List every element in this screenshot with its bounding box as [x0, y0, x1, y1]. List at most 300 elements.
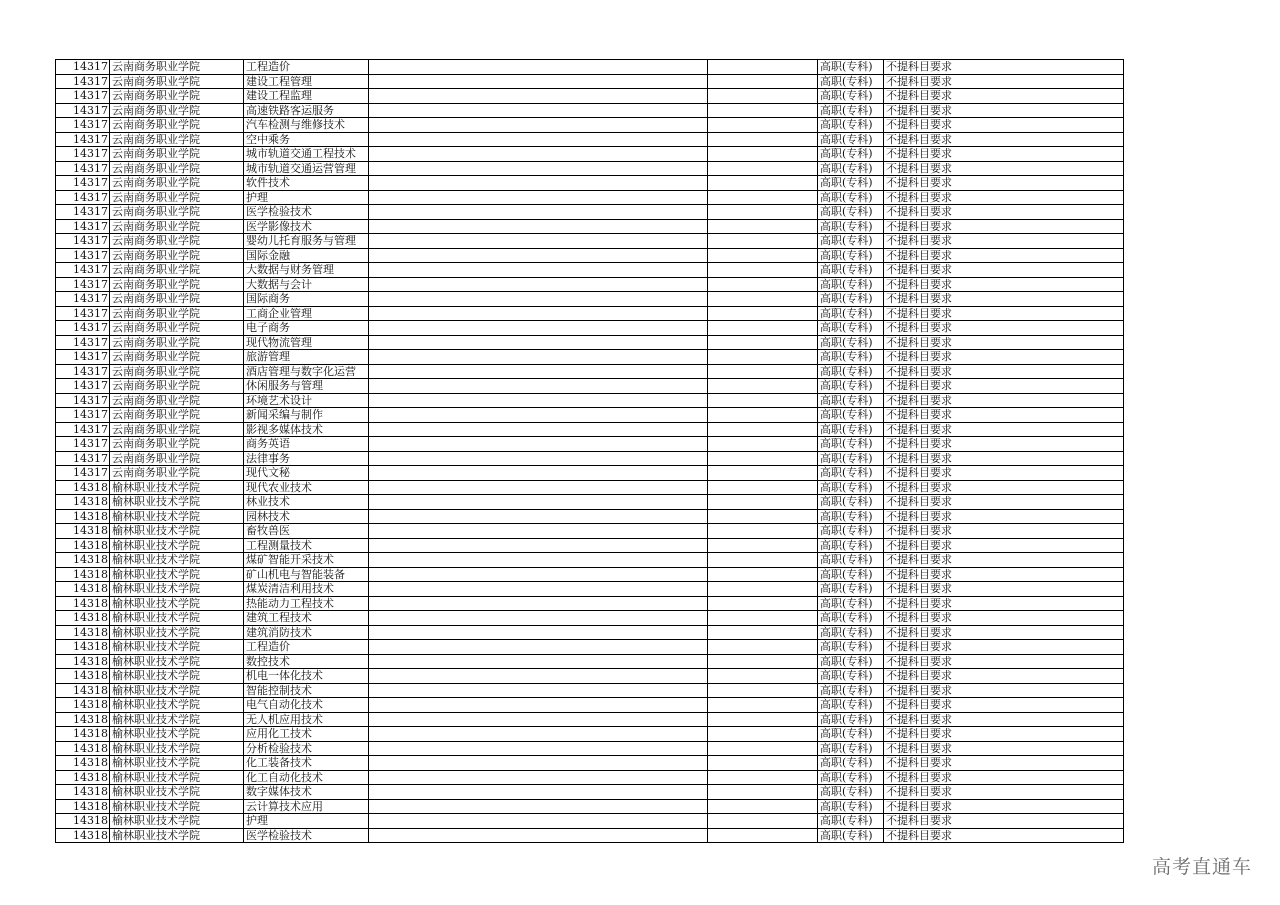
extra-cell [708, 422, 818, 437]
level-cell: 高职(专科) [818, 277, 884, 292]
extra-cell [708, 234, 818, 249]
table-row [56, 60, 1124, 75]
school-code-cell: 14317 [56, 190, 110, 205]
major-name-cell: 应用化工技术 [244, 727, 369, 742]
table-row [56, 277, 1124, 292]
notes-cell [369, 292, 708, 307]
school-name-cell: 榆林职业技术学院 [110, 480, 244, 495]
subject-requirement-cell: 不提科目要求 [884, 683, 1124, 698]
school-name-cell: 榆林职业技术学院 [110, 654, 244, 669]
table-row [56, 538, 1124, 553]
subject-requirement-cell: 不提科目要求 [884, 480, 1124, 495]
school-code-cell: 14318 [56, 480, 110, 495]
school-name-cell: 云南商务职业学院 [110, 321, 244, 336]
school-name-cell: 云南商务职业学院 [110, 176, 244, 191]
school-code-cell: 14318 [56, 756, 110, 771]
school-code-cell: 14318 [56, 611, 110, 626]
level-cell: 高职(专科) [818, 118, 884, 133]
extra-cell [708, 698, 818, 713]
notes-cell [369, 118, 708, 133]
subject-requirement-cell: 不提科目要求 [884, 538, 1124, 553]
subject-requirement-cell: 不提科目要求 [884, 553, 1124, 568]
table-row [56, 234, 1124, 249]
table-row [56, 712, 1124, 727]
notes-cell [369, 190, 708, 205]
level-cell: 高职(专科) [818, 393, 884, 408]
school-name-cell: 榆林职业技术学院 [110, 567, 244, 582]
school-name-cell: 榆林职业技术学院 [110, 785, 244, 800]
watermark-text: 高考直通车 [1151, 856, 1252, 878]
major-name-cell: 汽车检测与维修技术 [244, 118, 369, 133]
level-cell: 高职(专科) [818, 828, 884, 843]
school-name-cell: 云南商务职业学院 [110, 147, 244, 162]
table-row [56, 756, 1124, 771]
notes-cell [369, 147, 708, 162]
school-name-cell: 榆林职业技术学院 [110, 611, 244, 626]
school-code-cell: 14318 [56, 582, 110, 597]
school-code-cell: 14318 [56, 727, 110, 742]
table-row [56, 422, 1124, 437]
major-name-cell: 国际金融 [244, 248, 369, 263]
table-row [56, 292, 1124, 307]
level-cell: 高职(专科) [818, 422, 884, 437]
level-cell: 高职(专科) [818, 625, 884, 640]
major-name-cell: 云计算技术应用 [244, 799, 369, 814]
level-cell: 高职(专科) [818, 350, 884, 365]
level-cell: 高职(专科) [818, 205, 884, 220]
subject-requirement-cell: 不提科目要求 [884, 437, 1124, 452]
table-row [56, 161, 1124, 176]
school-code-cell: 14317 [56, 408, 110, 423]
school-code-cell: 14318 [56, 625, 110, 640]
extra-cell [708, 654, 818, 669]
notes-cell [369, 248, 708, 263]
subject-requirement-cell: 不提科目要求 [884, 132, 1124, 147]
school-code-cell: 14317 [56, 306, 110, 321]
school-name-cell: 榆林职业技术学院 [110, 553, 244, 568]
extra-cell [708, 408, 818, 423]
extra-cell [708, 451, 818, 466]
level-cell: 高职(专科) [818, 582, 884, 597]
table-row [56, 176, 1124, 191]
school-name-cell: 榆林职业技术学院 [110, 683, 244, 698]
extra-cell [708, 611, 818, 626]
school-name-cell: 榆林职业技术学院 [110, 509, 244, 524]
notes-cell [369, 422, 708, 437]
subject-requirement-cell: 不提科目要求 [884, 89, 1124, 104]
school-code-cell: 14317 [56, 422, 110, 437]
major-name-cell: 酒店管理与数字化运营 [244, 364, 369, 379]
school-code-cell: 14317 [56, 277, 110, 292]
subject-requirement-cell: 不提科目要求 [884, 654, 1124, 669]
major-name-cell: 城市轨道交通工程技术 [244, 147, 369, 162]
level-cell: 高职(专科) [818, 292, 884, 307]
table-row [56, 625, 1124, 640]
extra-cell [708, 132, 818, 147]
school-code-cell: 14318 [56, 669, 110, 684]
table-row [56, 103, 1124, 118]
notes-cell [369, 727, 708, 742]
extra-cell [708, 364, 818, 379]
notes-cell [369, 553, 708, 568]
extra-cell [708, 292, 818, 307]
school-code-cell: 14318 [56, 654, 110, 669]
notes-cell [369, 567, 708, 582]
extra-cell [708, 147, 818, 162]
major-name-cell: 工商企业管理 [244, 306, 369, 321]
level-cell: 高职(专科) [818, 248, 884, 263]
notes-cell [369, 89, 708, 104]
major-name-cell: 煤炭清洁利用技术 [244, 582, 369, 597]
table-row [56, 219, 1124, 234]
school-code-cell: 14317 [56, 437, 110, 452]
extra-cell [708, 89, 818, 104]
school-code-cell: 14318 [56, 524, 110, 539]
table-row [56, 248, 1124, 263]
extra-cell [708, 756, 818, 771]
notes-cell [369, 350, 708, 365]
level-cell: 高职(专科) [818, 103, 884, 118]
school-code-cell: 14317 [56, 205, 110, 220]
school-code-cell: 14317 [56, 335, 110, 350]
school-name-cell: 榆林职业技术学院 [110, 538, 244, 553]
subject-requirement-cell: 不提科目要求 [884, 770, 1124, 785]
subject-requirement-cell: 不提科目要求 [884, 741, 1124, 756]
notes-cell [369, 132, 708, 147]
subject-requirement-cell: 不提科目要求 [884, 408, 1124, 423]
level-cell: 高职(专科) [818, 176, 884, 191]
table-row [56, 785, 1124, 800]
level-cell: 高职(专科) [818, 611, 884, 626]
school-code-cell: 14318 [56, 741, 110, 756]
notes-cell [369, 741, 708, 756]
extra-cell [708, 640, 818, 655]
extra-cell [708, 567, 818, 582]
subject-requirement-cell: 不提科目要求 [884, 611, 1124, 626]
major-name-cell: 高速铁路客运服务 [244, 103, 369, 118]
school-name-cell: 榆林职业技术学院 [110, 828, 244, 843]
school-name-cell: 榆林职业技术学院 [110, 524, 244, 539]
subject-requirement-cell: 不提科目要求 [884, 756, 1124, 771]
major-name-cell: 现代农业技术 [244, 480, 369, 495]
school-code-cell: 14317 [56, 321, 110, 336]
extra-cell [708, 799, 818, 814]
extra-cell [708, 785, 818, 800]
school-name-cell: 云南商务职业学院 [110, 263, 244, 278]
notes-cell [369, 364, 708, 379]
subject-requirement-cell: 不提科目要求 [884, 74, 1124, 89]
subject-requirement-cell: 不提科目要求 [884, 495, 1124, 510]
level-cell: 高职(专科) [818, 698, 884, 713]
table-row [56, 190, 1124, 205]
table-row [56, 669, 1124, 684]
school-code-cell: 14318 [56, 567, 110, 582]
school-code-cell: 14317 [56, 103, 110, 118]
major-name-cell: 医学影像技术 [244, 219, 369, 234]
notes-cell [369, 509, 708, 524]
notes-cell [369, 538, 708, 553]
school-name-cell: 云南商务职业学院 [110, 335, 244, 350]
notes-cell [369, 495, 708, 510]
school-name-cell: 云南商务职业学院 [110, 248, 244, 263]
school-name-cell: 云南商务职业学院 [110, 74, 244, 89]
school-name-cell: 榆林职业技术学院 [110, 582, 244, 597]
notes-cell [369, 408, 708, 423]
notes-cell [369, 654, 708, 669]
level-cell: 高职(专科) [818, 669, 884, 684]
school-code-cell: 14318 [56, 495, 110, 510]
notes-cell [369, 799, 708, 814]
level-cell: 高职(专科) [818, 147, 884, 162]
notes-cell [369, 625, 708, 640]
extra-cell [708, 683, 818, 698]
extra-cell [708, 582, 818, 597]
subject-requirement-cell: 不提科目要求 [884, 799, 1124, 814]
major-name-cell: 园林技术 [244, 509, 369, 524]
table-row [56, 205, 1124, 220]
school-name-cell: 榆林职业技术学院 [110, 756, 244, 771]
notes-cell [369, 60, 708, 75]
major-name-cell: 煤矿智能开采技术 [244, 553, 369, 568]
level-cell: 高职(专科) [818, 785, 884, 800]
school-name-cell: 云南商务职业学院 [110, 451, 244, 466]
extra-cell [708, 480, 818, 495]
extra-cell [708, 814, 818, 829]
extra-cell [708, 727, 818, 742]
extra-cell [708, 596, 818, 611]
notes-cell [369, 335, 708, 350]
school-code-cell: 14318 [56, 683, 110, 698]
school-code-cell: 14318 [56, 799, 110, 814]
school-code-cell: 14318 [56, 828, 110, 843]
school-name-cell: 云南商务职业学院 [110, 132, 244, 147]
school-name-cell: 榆林职业技术学院 [110, 727, 244, 742]
school-name-cell: 云南商务职业学院 [110, 161, 244, 176]
table-row [56, 132, 1124, 147]
table-row [56, 509, 1124, 524]
extra-cell [708, 335, 818, 350]
school-code-cell: 14317 [56, 451, 110, 466]
notes-cell [369, 234, 708, 249]
extra-cell [708, 306, 818, 321]
table-row [56, 799, 1124, 814]
extra-cell [708, 321, 818, 336]
extra-cell [708, 828, 818, 843]
subject-requirement-cell: 不提科目要求 [884, 205, 1124, 220]
school-code-cell: 14317 [56, 393, 110, 408]
school-name-cell: 云南商务职业学院 [110, 379, 244, 394]
school-name-cell: 榆林职业技术学院 [110, 814, 244, 829]
level-cell: 高职(专科) [818, 190, 884, 205]
major-name-cell: 影视多媒体技术 [244, 422, 369, 437]
table-row [56, 524, 1124, 539]
level-cell: 高职(专科) [818, 814, 884, 829]
notes-cell [369, 756, 708, 771]
subject-requirement-cell: 不提科目要求 [884, 306, 1124, 321]
school-code-cell: 14317 [56, 466, 110, 481]
table-row [56, 335, 1124, 350]
extra-cell [708, 248, 818, 263]
notes-cell [369, 480, 708, 495]
level-cell: 高职(专科) [818, 640, 884, 655]
major-name-cell: 城市轨道交通运营管理 [244, 161, 369, 176]
extra-cell [708, 205, 818, 220]
table-row [56, 437, 1124, 452]
school-code-cell: 14318 [56, 538, 110, 553]
level-cell: 高职(专科) [818, 60, 884, 75]
subject-requirement-cell: 不提科目要求 [884, 466, 1124, 481]
notes-cell [369, 669, 708, 684]
school-name-cell: 云南商务职业学院 [110, 393, 244, 408]
subject-requirement-cell: 不提科目要求 [884, 335, 1124, 350]
school-code-cell: 14317 [56, 147, 110, 162]
major-name-cell: 软件技术 [244, 176, 369, 191]
major-name-cell: 新闻采编与制作 [244, 408, 369, 423]
notes-cell [369, 306, 708, 321]
school-name-cell: 云南商务职业学院 [110, 466, 244, 481]
school-name-cell: 云南商务职业学院 [110, 277, 244, 292]
extra-cell [708, 553, 818, 568]
notes-cell [369, 785, 708, 800]
notes-cell [369, 828, 708, 843]
extra-cell [708, 74, 818, 89]
extra-cell [708, 263, 818, 278]
major-name-cell: 畜牧兽医 [244, 524, 369, 539]
table-row [56, 408, 1124, 423]
notes-cell [369, 379, 708, 394]
notes-cell [369, 263, 708, 278]
school-name-cell: 云南商务职业学院 [110, 103, 244, 118]
notes-cell [369, 524, 708, 539]
level-cell: 高职(专科) [818, 451, 884, 466]
school-name-cell: 榆林职业技术学院 [110, 640, 244, 655]
table-row [56, 466, 1124, 481]
level-cell: 高职(专科) [818, 321, 884, 336]
major-name-cell: 矿山机电与智能装备 [244, 567, 369, 582]
school-code-cell: 14317 [56, 364, 110, 379]
table-row [56, 596, 1124, 611]
major-name-cell: 工程测量技术 [244, 538, 369, 553]
subject-requirement-cell: 不提科目要求 [884, 219, 1124, 234]
extra-cell [708, 60, 818, 75]
school-code-cell: 14317 [56, 234, 110, 249]
notes-cell [369, 176, 708, 191]
notes-cell [369, 596, 708, 611]
school-code-cell: 14318 [56, 814, 110, 829]
notes-cell [369, 611, 708, 626]
extra-cell [708, 538, 818, 553]
school-name-cell: 云南商务职业学院 [110, 408, 244, 423]
major-name-cell: 大数据与会计 [244, 277, 369, 292]
table-row [56, 147, 1124, 162]
extra-cell [708, 625, 818, 640]
extra-cell [708, 437, 818, 452]
subject-requirement-cell: 不提科目要求 [884, 176, 1124, 191]
level-cell: 高职(专科) [818, 480, 884, 495]
level-cell: 高职(专科) [818, 524, 884, 539]
school-name-cell: 榆林职业技术学院 [110, 741, 244, 756]
subject-requirement-cell: 不提科目要求 [884, 509, 1124, 524]
notes-cell [369, 321, 708, 336]
school-name-cell: 云南商务职业学院 [110, 422, 244, 437]
major-name-cell: 化工装备技术 [244, 756, 369, 771]
level-cell: 高职(专科) [818, 509, 884, 524]
school-code-cell: 14318 [56, 553, 110, 568]
level-cell: 高职(专科) [818, 495, 884, 510]
table-row [56, 727, 1124, 742]
notes-cell [369, 712, 708, 727]
school-code-cell: 14317 [56, 132, 110, 147]
level-cell: 高职(专科) [818, 89, 884, 104]
table-row [56, 654, 1124, 669]
major-name-cell: 商务英语 [244, 437, 369, 452]
school-code-cell: 14318 [56, 640, 110, 655]
major-name-cell: 林业技术 [244, 495, 369, 510]
table-row [56, 451, 1124, 466]
notes-cell [369, 437, 708, 452]
major-name-cell: 建筑消防技术 [244, 625, 369, 640]
school-name-cell: 榆林职业技术学院 [110, 698, 244, 713]
subject-requirement-cell: 不提科目要求 [884, 596, 1124, 611]
major-name-cell: 建设工程监理 [244, 89, 369, 104]
subject-requirement-cell: 不提科目要求 [884, 828, 1124, 843]
major-name-cell: 国际商务 [244, 292, 369, 307]
subject-requirement-cell: 不提科目要求 [884, 350, 1124, 365]
notes-cell [369, 770, 708, 785]
school-code-cell: 14317 [56, 219, 110, 234]
subject-requirement-cell: 不提科目要求 [884, 321, 1124, 336]
level-cell: 高职(专科) [818, 335, 884, 350]
subject-requirement-cell: 不提科目要求 [884, 567, 1124, 582]
school-code-cell: 14317 [56, 292, 110, 307]
major-name-cell: 现代文秘 [244, 466, 369, 481]
extra-cell [708, 524, 818, 539]
level-cell: 高职(专科) [818, 741, 884, 756]
notes-cell [369, 393, 708, 408]
level-cell: 高职(专科) [818, 306, 884, 321]
level-cell: 高职(专科) [818, 161, 884, 176]
subject-requirement-cell: 不提科目要求 [884, 785, 1124, 800]
school-code-cell: 14318 [56, 770, 110, 785]
subject-requirement-cell: 不提科目要求 [884, 451, 1124, 466]
notes-cell [369, 814, 708, 829]
school-name-cell: 云南商务职业学院 [110, 89, 244, 104]
table-row [56, 306, 1124, 321]
table-row [56, 683, 1124, 698]
major-name-cell: 法律事务 [244, 451, 369, 466]
table-row [56, 321, 1124, 336]
notes-cell [369, 683, 708, 698]
notes-cell [369, 451, 708, 466]
school-code-cell: 14318 [56, 785, 110, 800]
notes-cell [369, 640, 708, 655]
school-code-cell: 14317 [56, 350, 110, 365]
school-code-cell: 14317 [56, 176, 110, 191]
school-code-cell: 14317 [56, 248, 110, 263]
subject-requirement-cell: 不提科目要求 [884, 625, 1124, 640]
subject-requirement-cell: 不提科目要求 [884, 248, 1124, 263]
table-row [56, 118, 1124, 133]
major-name-cell: 化工自动化技术 [244, 770, 369, 785]
major-name-cell: 数字媒体技术 [244, 785, 369, 800]
subject-requirement-cell: 不提科目要求 [884, 234, 1124, 249]
level-cell: 高职(专科) [818, 466, 884, 481]
table-row [56, 379, 1124, 394]
school-name-cell: 云南商务职业学院 [110, 190, 244, 205]
extra-cell [708, 393, 818, 408]
extra-cell [708, 466, 818, 481]
school-name-cell: 榆林职业技术学院 [110, 625, 244, 640]
